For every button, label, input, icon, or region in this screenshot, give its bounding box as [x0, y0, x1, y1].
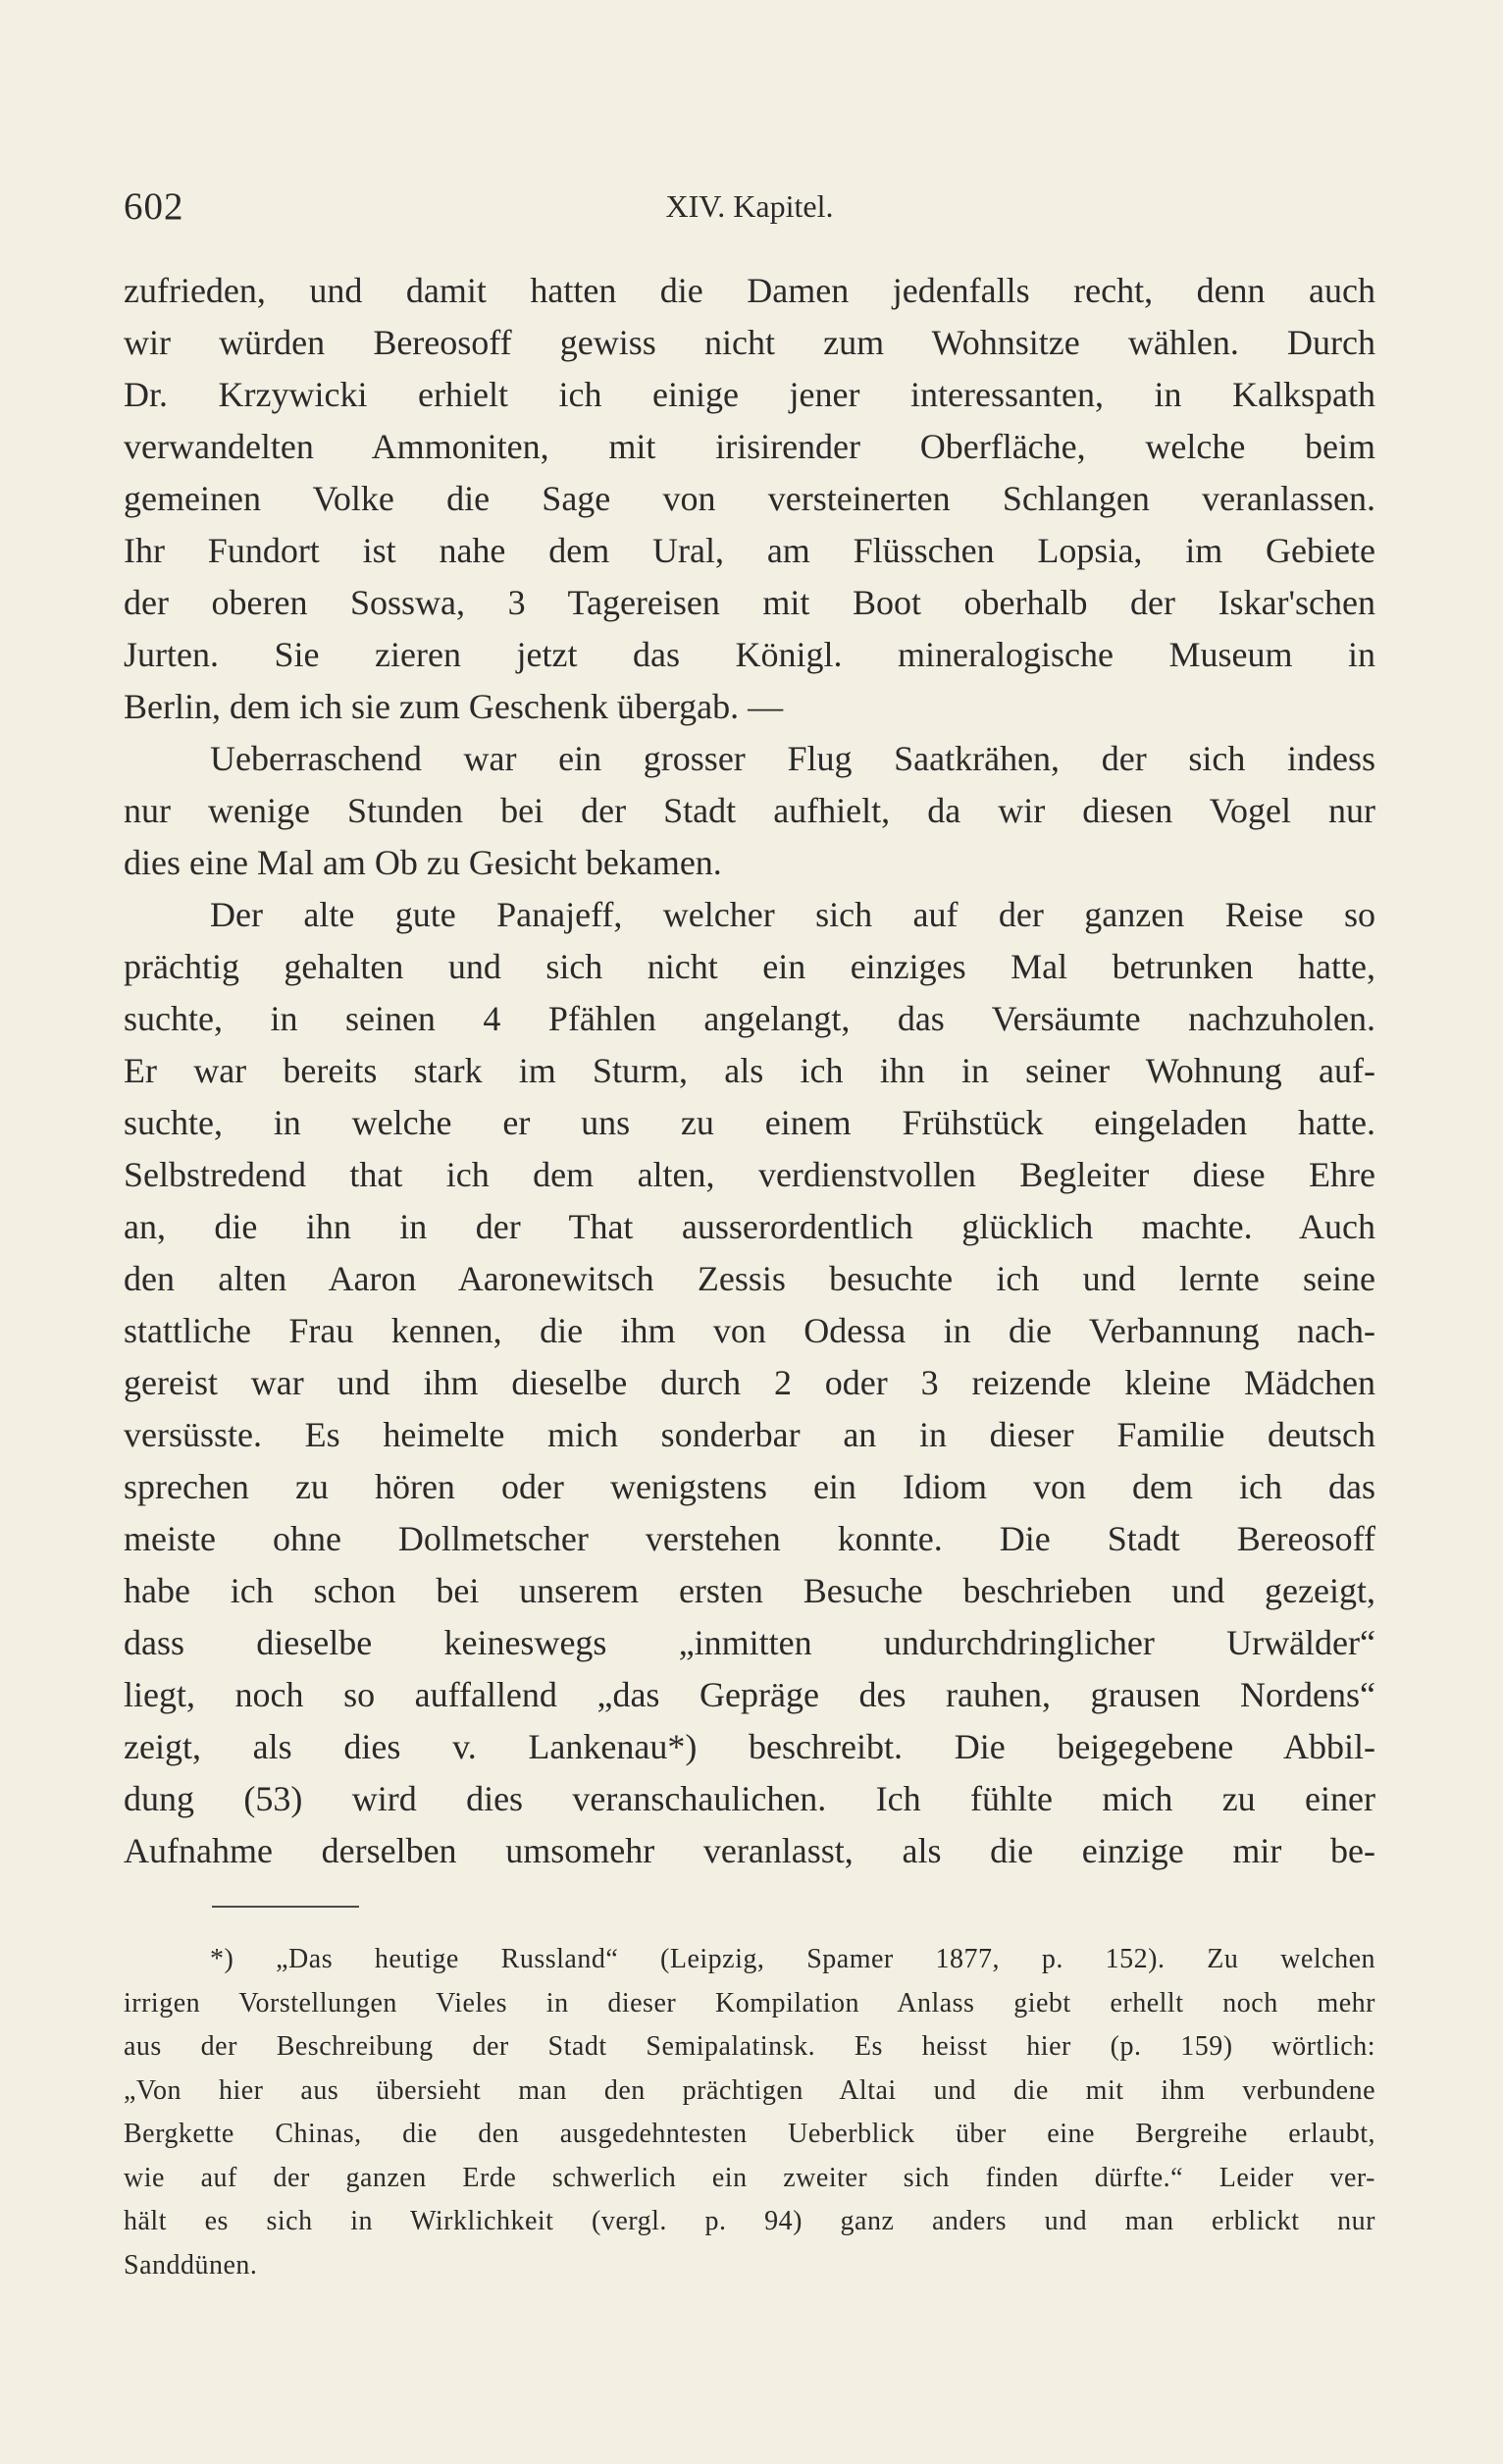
- body-text: [124, 265, 1375, 1877]
- text-line: dies eine Mal am Ob zu Gesicht bekamen.: [124, 843, 722, 882]
- text-line: habe ich schon bei unserem ersten Besuche beschrieben und gezeigt,: [124, 1571, 1375, 1610]
- text-line: Dr. Krzywicki erhielt ich einige jener interessanten, in Kalkspath: [124, 375, 1375, 414]
- text-line: zeigt, als dies v. Lankenau*) beschreibt. Die beigegebene Abbil-: [124, 1727, 1375, 1766]
- footnote-line: „Von hier aus übersieht man den prächtigen Altai und die mit ihm verbundene: [124, 2074, 1375, 2106]
- text-line: gereist war und ihm dieselbe durch 2 oder 3 reizende kleine Mädchen: [124, 1363, 1375, 1402]
- text-line: verwandelten Ammoniten, mit irisirender Oberfläche, welche beim: [124, 427, 1375, 466]
- text-line: Ihr Fundort ist nahe dem Ural, am Flüsschen Lopsia, im Gebiete: [124, 531, 1375, 570]
- text-line: wir würden Bereosoff gewiss nicht zum Wohnsitze wählen. Durch: [124, 323, 1375, 362]
- text-line: versüsste. Es heimelte mich sonderbar an in dieser Familie deutsch: [124, 1415, 1375, 1454]
- text-line: suchte, in welche er uns zu einem Frühstück eingeladen hatte.: [124, 1103, 1375, 1142]
- text-line: Berlin, dem ich sie zum Geschenk übergab. —: [124, 687, 784, 726]
- text-line: prächtig gehalten und sich nicht ein einziges Mal betrunken hatte,: [124, 947, 1375, 986]
- text-line: dung (53) wird dies veranschaulichen. Ich fühlte mich zu einer: [124, 1779, 1375, 1818]
- footnote-line: irrigen Vorstellungen Vieles in dieser Kompilation Anlass giebt erhellt noch mehr: [124, 1987, 1375, 2018]
- footnote-divider: [212, 1906, 359, 1908]
- text-line: stattliche Frau kennen, die ihm von Odessa in die Verbannung nach-: [124, 1311, 1375, 1350]
- text-line: der oberen Sosswa, 3 Tagereisen mit Boot oberhalb der Iskar'schen: [124, 583, 1375, 622]
- text-line: meiste ohne Dollmetscher verstehen konnte. Die Stadt Bereosoff: [124, 1519, 1375, 1558]
- page-number: 602: [124, 185, 184, 228]
- text-line: Jurten. Sie zieren jetzt das Königl. mineralogische Museum in: [124, 635, 1375, 674]
- text-line: an, die ihn in der That ausserordentlich glücklich machte. Auch: [124, 1207, 1375, 1246]
- text-line: Er war bereits stark im Sturm, als ich ihn in seiner Wohnung auf-: [124, 1051, 1375, 1090]
- footnote-line: Bergkette Chinas, die den ausgedehntesten Ueberblick über eine Bergreihe erlaubt,: [124, 2119, 1375, 2149]
- page-header: [124, 184, 1375, 228]
- text-line: liegt, noch so auffallend „das Gepräge des rauhen, grausen Nordens“: [124, 1675, 1375, 1714]
- running-title: XIV. Kapitel.: [665, 188, 834, 224]
- footnote-line: wie auf der ganzen Erde schwerlich ein zweiter sich finden dürfte.“ Leider ver-: [124, 2162, 1375, 2193]
- footnote-line: *) „Das heutige Russland“ (Leipzig, Spamer 1877, p. 152). Zu welchen: [210, 1944, 1375, 1974]
- text-line: sprechen zu hören oder wenigstens ein Idiom von dem ich das: [124, 1467, 1375, 1506]
- footnote-line: aus der Beschreibung der Stadt Semipalatinsk. Es heisst hier (p. 159) wörtlich:: [124, 2031, 1375, 2062]
- text-line: Der alte gute Panajeff, welcher sich auf der ganzen Reise so: [210, 895, 1375, 934]
- footnote-line: hält es sich in Wirklichkeit (vergl. p. 94) ganz anders und man erblickt nur: [124, 2206, 1375, 2236]
- text-line: den alten Aaron Aaronewitsch Zessis besuchte ich und lernte seine: [124, 1259, 1375, 1298]
- text-line: zufrieden, und damit hatten die Damen jedenfalls recht, denn auch: [124, 271, 1375, 310]
- text-line: Aufnahme derselben umsomehr veranlasst, als die einzige mir be-: [124, 1831, 1375, 1870]
- text-line: gemeinen Volke die Sage von versteinerten Schlangen veranlassen.: [124, 479, 1375, 518]
- footnote-line: Sanddünen.: [124, 2249, 258, 2281]
- text-line: suchte, in seinen 4 Pfählen angelangt, das Versäumte nachzuholen.: [124, 999, 1375, 1038]
- footnote: [124, 1938, 1375, 2287]
- text-line: nur wenige Stunden bei der Stadt aufhielt, da wir diesen Vogel nur: [124, 791, 1375, 830]
- text-line: Ueberraschend war ein grosser Flug Saatkrähen, der sich indess: [210, 739, 1375, 778]
- text-line: Selbstredend that ich dem alten, verdienstvollen Begleiter diese Ehre: [124, 1155, 1375, 1194]
- text-line: dass dieselbe keineswegs „inmitten undurchdringlicher Urwälder“: [124, 1623, 1375, 1662]
